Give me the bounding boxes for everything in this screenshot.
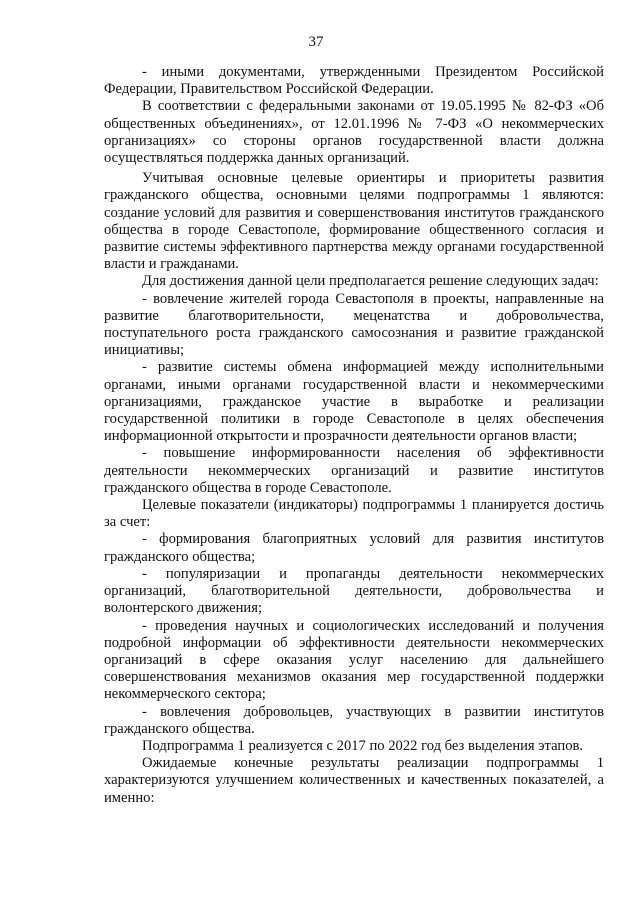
paragraph: Для достижения данной цели предполагается решение следующих задач: [142, 273, 599, 290]
paragraph: - вовлечение жителей города Севастополя в проекты, направленные на развитие благотворительности, меценатства и добровольчества, поступательного роста гражданского самосознания и развитие гражданской инициативы; [104, 290, 604, 359]
paragraph: В соответствии с федеральными законами от 19.05.1995 № 82-ФЗ «Об общественных объединениях», от 12.01.1996 № 7-ФЗ «О некоммерческих организациях» со стороны органов государственной власти должна осуществляться поддержка данных организаций. [104, 98, 604, 167]
document-body [104, 64, 604, 807]
paragraph: - популяризации и пропаганды деятельности некоммерческих организаций, благотворительной деятельности, добровольчества и волонтерского движения; [104, 565, 604, 617]
paragraph: - вовлечения добровольцев, участвующих в развитии институтов гражданского общества. [104, 703, 604, 737]
paragraph: Ожидаемые конечные результаты реализации подпрограммы 1 характеризуются улучшением количественных и качественных показателей, а именно: [104, 755, 604, 806]
paragraph: - проведения научных и социологических исследований и получения подробной информации об эффективности деятельности некоммерческих организаций в сфере оказания услуг населению для дальнейшего совершенствования механизмов оказания мер государственной поддержки некоммерческого сектора; [104, 617, 604, 703]
paragraph: Целевые показатели (индикаторы) подпрограммы 1 планируется достичь за счет: [104, 497, 604, 531]
paragraph: - повышение информированности населения об эффективности деятельности некоммерческих организаций и развитие институтов гражданского общества в городе Севастополе. [104, 445, 604, 496]
paragraph: Подпрограмма 1 реализуется с 2017 по 2022 год без выделения этапов. [142, 737, 584, 754]
page-number: 37 [308, 34, 324, 50]
paragraph: - развитие системы обмена информацией между исполнительными органами, иными органами государственной власти и некоммерческими организациями, гражданское участие в выработке и реализации государственной политики в городе Севастополе в целях обеспечения информационной открытости и прозрачности деятельности органов власти; [104, 359, 604, 445]
paragraph: Учитывая основные целевые ориентиры и приоритеты развития гражданского общества, основными целями подпрограммы 1 являются: создание условий для развития и совершенствования институтов гражданского общества в городе Севастополе, формирование общественного согласия и развитие системы эффективного партнерства между органами государственной власти и гражданами. [104, 170, 604, 273]
paragraph: - формирования благоприятных условий для развития институтов гражданского общества; [104, 531, 604, 565]
paragraph: - иными документами, утвержденными Президентом Российской Федерации, Правительством Российской Федерации. [104, 64, 604, 98]
